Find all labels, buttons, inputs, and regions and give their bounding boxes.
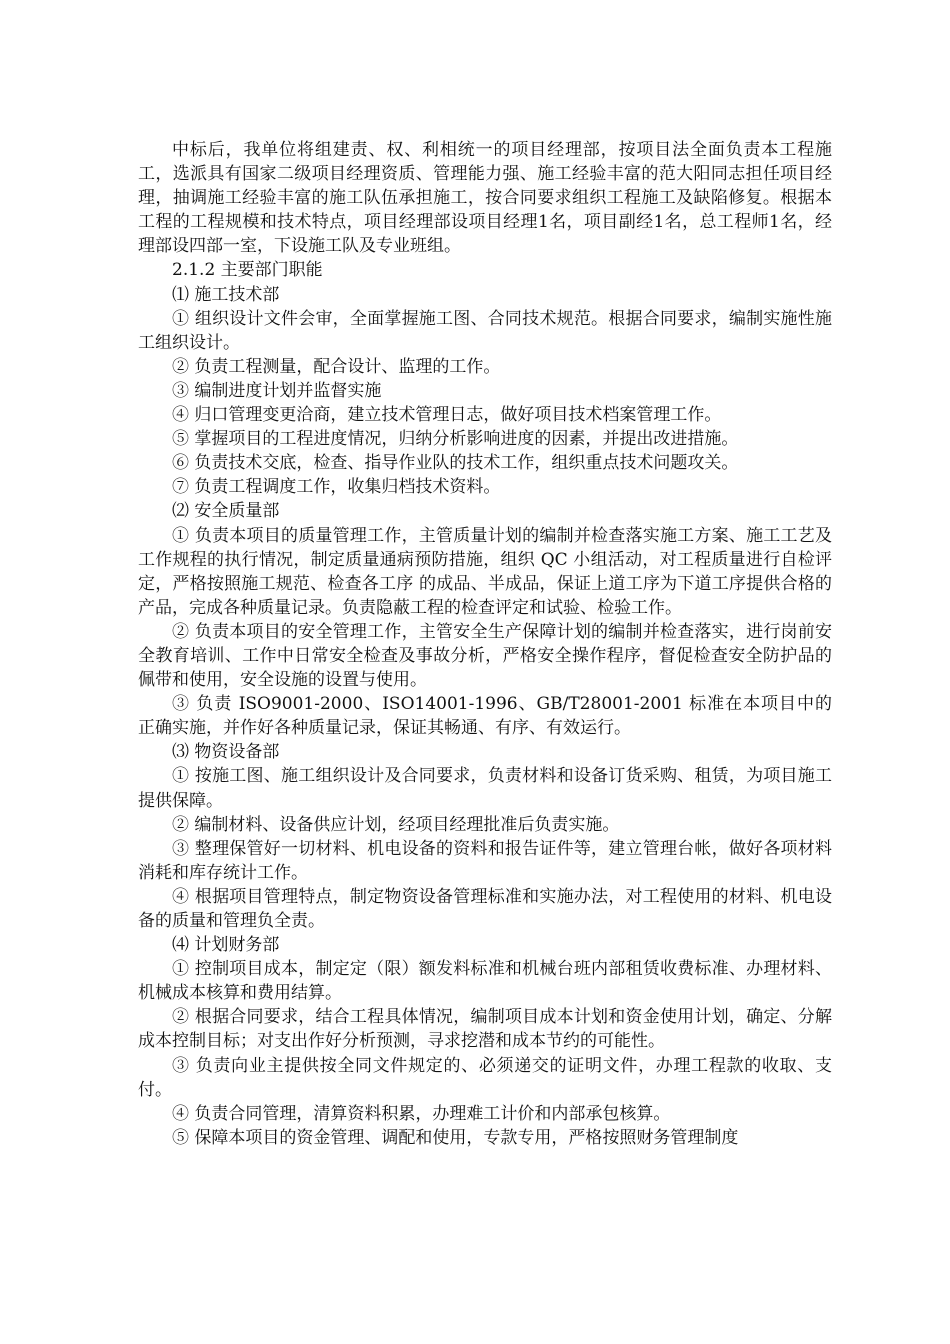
paragraph: ④ 负责合同管理，清算资料积累，办理难工计价和内部承包核算。 xyxy=(172,1103,671,1124)
paragraph: ① 控制项目成本，制定定（限）额发料标准和机械台班内部租赁收费标准、办理材料、机械成本核算和费用结算。 xyxy=(138,959,832,1004)
paragraph: ② 编制材料、设备供应计划，经项目经理批准后负责实施。 xyxy=(172,814,620,835)
paragraph: ④ 根据项目管理特点，制定物资设备管理标准和实施办法，对工程使用的材料、机电设备的质量和管理负全责。 xyxy=(138,886,832,931)
section-heading: ⑴ 施工技术部 xyxy=(172,284,280,305)
paragraph: ① 负责本项目的质量管理工作，主管质量计划的编制并检查落实施工方案、施工工艺及工作规程的执行情况，制定质量通病预防措施，组织 QC 小组活动，对工程质量进行自检评定，严格按照施工规范、检查各工序 的成品、半成品，保证上道工序为下道工序提供合格的产品，完成各种质量记录。负责隐蔽工程的检查评定和试验、检验工作。 xyxy=(138,525,832,618)
section-heading: ⑷ 计划财务部 xyxy=(172,935,280,956)
section-heading: ⑵ 安全质量部 xyxy=(172,501,280,522)
paragraph: ⑤ 掌握项目的工程进度情况，归纳分析影响进度的因素，并提出改进措施。 xyxy=(172,429,739,450)
paragraph: ③ 负责 ISO9001-2000、ISO14001-1996、GB/T28001-2001 标准在本项目中的正确实施，并作好各种质量记录，保证其畅通、有序、有效运行。 xyxy=(138,694,832,739)
paragraph: ③ 整理保管好一切材料、机电设备的资料和报告证件等，建立管理台帐，做好各项材料消耗和库存统计工作。 xyxy=(138,838,832,883)
paragraph: ② 根据合同要求，结合工程具体情况，编制项目成本计划和资金使用计划，确定、分解成本控制目标；对支出作好分析预测，寻求挖潜和成本节约的可能性。 xyxy=(138,1007,832,1052)
section-heading: ⑶ 物资设备部 xyxy=(172,742,280,763)
paragraph: ⑥ 负责技术交底，检查、指导作业队的技术工作，组织重点技术问题攻关。 xyxy=(172,453,739,474)
body-text xyxy=(138,138,832,1150)
paragraph: ② 负责本项目的安全管理工作，主管安全生产保障计划的编制并检查落实，进行岗前安全教育培训、工作中日常安全检查及事故分析，严格安全操作程序，督促检查安全防护品的佩带和使用，安全设施的设置与使用。 xyxy=(138,621,832,691)
paragraph: ③ 负责向业主提供按全同文件规定的、必须递交的证明文件，办理工程款的收取、支付。 xyxy=(138,1055,832,1100)
paragraph: ① 组织设计文件会审，全面掌握施工图、合同技术规范。根据合同要求，编制实施性施工组织设计。 xyxy=(138,308,832,353)
paragraph: ⑦ 负责工程调度工作，收集归档技术资料。 xyxy=(172,477,501,498)
paragraph: 中标后，我单位将组建责、权、利相统一的项目经理部，按项目法全面负责本工程施工，选派具有国家二级项目经理资质、管理能力强、施工经验丰富的范大阳同志担任项目经理，抽调施工经验丰富的施工队伍承担施工，按合同要求组织工程施工及缺陷修复。根据本工程的工程规模和技术特点，项目经理部设项目经理1名，项目副经1名，总工程师1名，经理部设四部一室，下设施工队及专业班组。 xyxy=(138,140,832,257)
paragraph: ① 按施工图、施工组织设计及合同要求，负责材料和设备订货采购、租赁，为项目施工提供保障。 xyxy=(138,766,832,811)
paragraph: ② 负责工程测量，配合设计、监理的工作。 xyxy=(172,356,501,377)
paragraph: ④ 归口管理变更洽商，建立技术管理日志，做好项目技术档案管理工作。 xyxy=(172,405,722,426)
paragraph: ③ 编制进度计划并监督实施 xyxy=(172,380,382,401)
section-heading: 2.1.2 主要部门职能 xyxy=(172,260,323,281)
paragraph: ⑤ 保障本项目的资金管理、调配和使用，专款专用，严格按照财务管理制度 xyxy=(172,1127,739,1148)
